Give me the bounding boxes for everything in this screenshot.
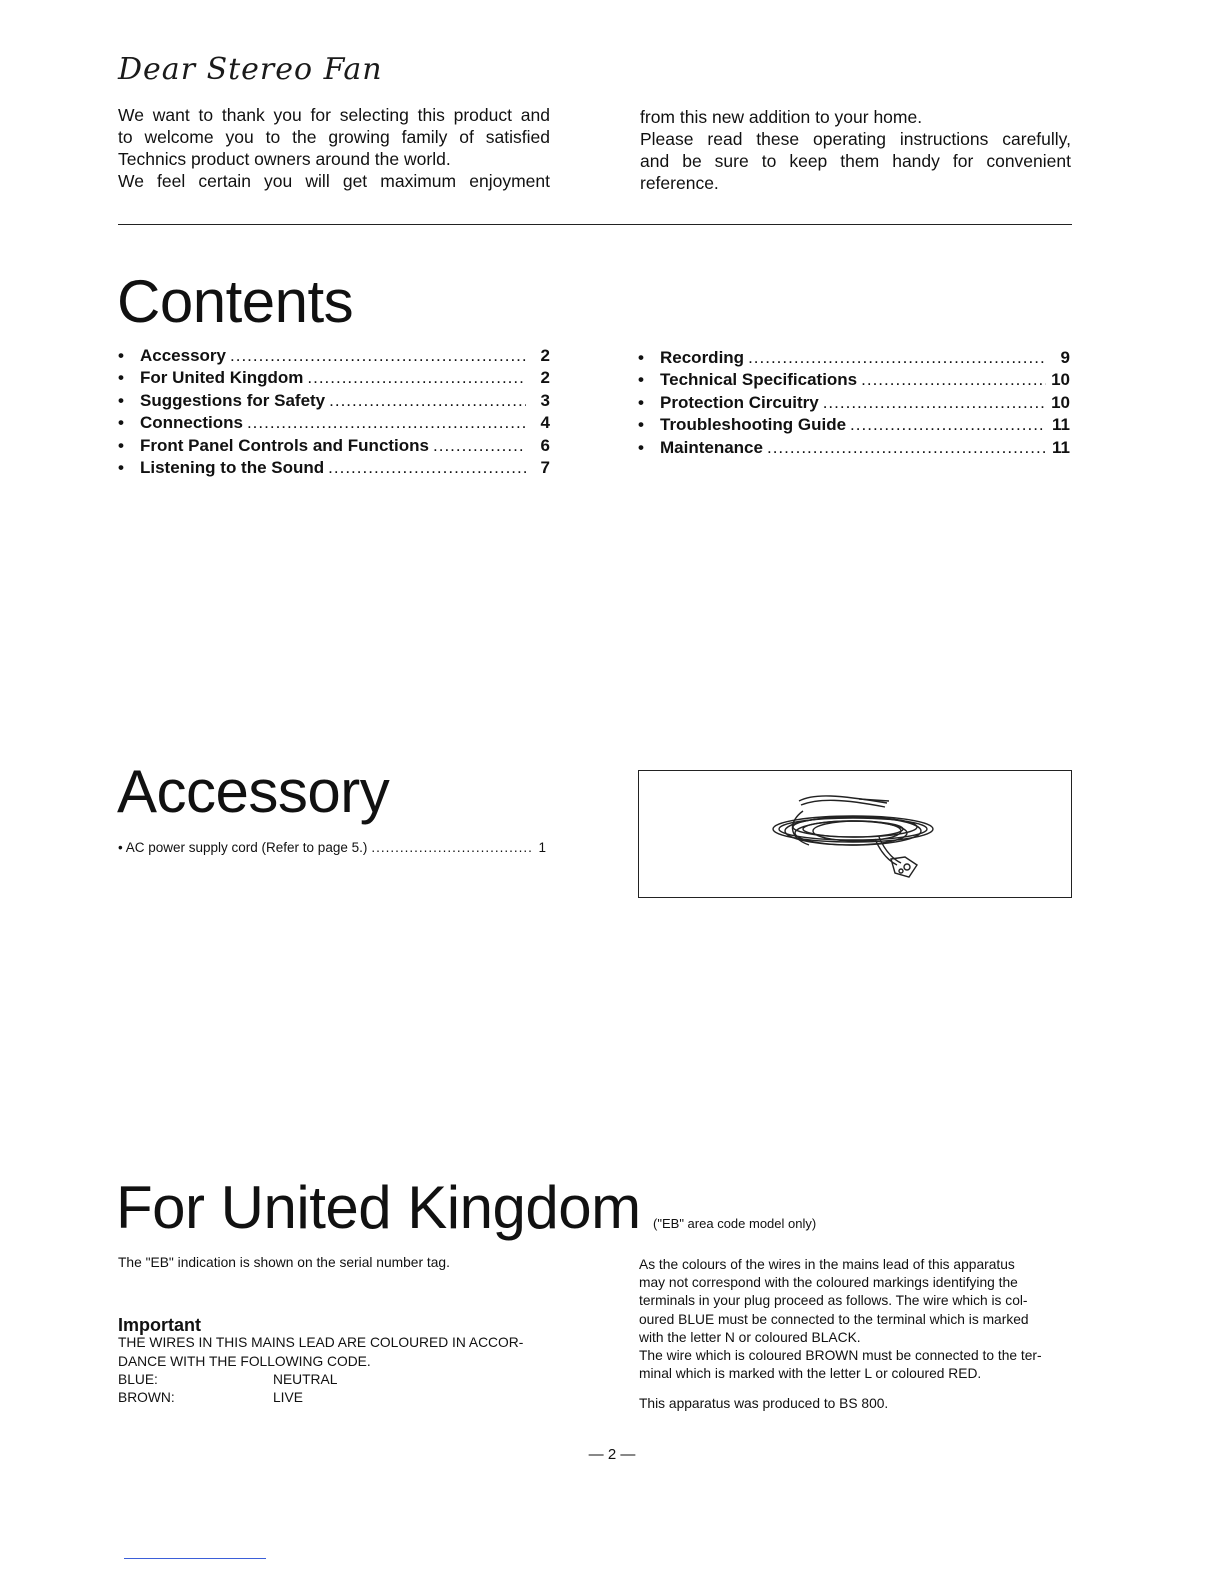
dot-leader (850, 415, 1046, 435)
bullet-icon: • (118, 413, 124, 433)
intro-line: Please read these operating instructions carefully, (640, 129, 1071, 149)
wire-meaning: LIVE (273, 1390, 303, 1406)
dot-leader (247, 413, 526, 433)
toc-left (118, 346, 550, 480)
section-divider (118, 224, 1072, 225)
toc-right (638, 348, 1070, 460)
wire-meaning: NEUTRAL (273, 1371, 338, 1387)
toc-page: 10 (1051, 370, 1070, 390)
wire-row-blue (118, 1371, 548, 1389)
eb-indication-text: The "EB" indication is shown on the serial number tag. (118, 1255, 450, 1270)
toc-label: Troubleshooting Guide (660, 415, 847, 435)
bullet-icon: • (638, 348, 644, 367)
uk-note: ("EB" area code model only) (653, 1216, 817, 1231)
toc-page: 11 (1052, 415, 1070, 435)
toc-item-recording[interactable] (638, 348, 1070, 370)
dot-leader (328, 458, 526, 478)
dot-leader (433, 436, 526, 456)
bullet-icon: • (118, 435, 124, 455)
page-number: — 2 — (588, 1446, 636, 1463)
toc-item-troubleshooting-guide[interactable] (638, 415, 1070, 437)
wire-row-brown (118, 1389, 548, 1407)
bullet-icon: • (638, 415, 644, 435)
wiring-line: oured BLUE must be connected to the terminal which is marked (639, 1311, 1029, 1327)
intro-line: We want to thank you for selecting this product and (118, 105, 550, 125)
dot-leader (371, 840, 534, 855)
bs-standard-text: This apparatus was produced to BS 800. (639, 1396, 889, 1412)
intro-right (640, 106, 1071, 194)
toc-label: Protection Circuitry (660, 392, 819, 412)
toc-item-maintenance[interactable] (638, 438, 1070, 460)
uk-title: For United Kingdom (116, 1174, 641, 1241)
dot-leader (861, 370, 1046, 390)
dot-leader (823, 393, 1046, 413)
power-cord-icon (639, 771, 1071, 897)
wiring-line: terminals in your plug proceed as follows. The wire which is col- (639, 1293, 1028, 1309)
toc-item-connections[interactable] (118, 413, 550, 435)
uk-left-column (118, 1254, 548, 1407)
accessory-title: Accessory (117, 758, 390, 825)
toc-item-technical-specifications[interactable] (638, 370, 1070, 392)
toc-page: 9 (1060, 348, 1070, 367)
intro-line: We feel certain you will get maximum enjoyment (118, 171, 550, 191)
toc-item-front-panel-controls[interactable] (118, 436, 550, 458)
bullet-icon: • (118, 346, 124, 365)
accessory-item-qty: 1 (538, 840, 546, 855)
bullet-icon: • (638, 437, 644, 457)
toc-label: Recording (660, 348, 745, 367)
toc-page: 11 (1052, 437, 1070, 457)
toc-item-for-united-kingdom[interactable] (118, 368, 550, 390)
toc-page: 10 (1051, 392, 1070, 412)
intro-line: to welcome you to the growing family of satisfied (118, 127, 550, 147)
intro-line: from this new addition to your home. (640, 107, 923, 127)
wire-colour: BROWN: (118, 1390, 175, 1406)
toc-page: 4 (540, 413, 550, 433)
toc-label: Listening to the Sound (140, 457, 325, 477)
important-line: DANCE WITH THE FOLLOWING CODE. (118, 1353, 371, 1369)
bullet-icon: • (638, 370, 644, 390)
toc-item-protection-circuitry[interactable] (638, 393, 1070, 415)
toc-label: Suggestions for Safety (140, 390, 326, 410)
greeting-heading: Dear Stereo Fan (118, 52, 383, 87)
toc-item-suggestions-for-safety[interactable] (118, 391, 550, 413)
toc-label: Connections (140, 413, 243, 433)
toc-page: 3 (540, 390, 550, 410)
intro-left (118, 104, 550, 192)
toc-page: 2 (540, 368, 550, 388)
wiring-line: with the letter N or coloured BLACK. (639, 1329, 861, 1345)
dot-leader (230, 346, 526, 366)
toc-page: 7 (540, 457, 550, 477)
toc-label: Technical Specifications (660, 370, 858, 390)
dot-leader (329, 391, 526, 411)
uk-heading (116, 1174, 817, 1241)
contents-title: Contents (117, 268, 354, 335)
scan-mark (124, 1558, 266, 1559)
dot-leader (748, 348, 1046, 368)
toc-page: 6 (540, 435, 550, 455)
intro-line: and be sure to keep them handy for convenient (640, 151, 1071, 171)
wire-colour: BLUE: (118, 1371, 158, 1387)
bullet-icon: • (118, 368, 124, 388)
accessory-item-label: • AC power supply cord (Refer to page 5.) (118, 840, 368, 855)
toc-label: For United Kingdom (140, 368, 304, 388)
uk-right-column (639, 1256, 1071, 1414)
toc-page: 2 (540, 346, 550, 365)
intro-line: reference. (640, 173, 719, 193)
wiring-line: minal which is marked with the letter L or coloured RED. (639, 1366, 982, 1382)
toc-item-accessory[interactable] (118, 346, 550, 368)
wiring-line: The wire which is coloured BROWN must be connected to the ter- (639, 1348, 1042, 1364)
important-heading: Important (118, 1315, 201, 1336)
dot-leader (767, 438, 1046, 458)
bullet-icon: • (118, 390, 124, 410)
accessory-item (118, 840, 546, 855)
important-line: THE WIRES IN THIS MAINS LEAD ARE COLOURED IN ACCOR- (118, 1335, 524, 1351)
wiring-line: As the colours of the wires in the mains lead of this apparatus (639, 1257, 1015, 1272)
bullet-icon: • (118, 457, 124, 477)
dot-leader (307, 368, 526, 388)
accessory-illustration-box (638, 770, 1072, 898)
toc-item-listening-to-the-sound[interactable] (118, 458, 550, 480)
bullet-icon: • (638, 392, 644, 412)
toc-label: Maintenance (660, 437, 763, 457)
toc-label: Front Panel Controls and Functions (140, 435, 429, 455)
intro-line: Technics product owners around the world. (118, 149, 451, 169)
toc-label: Accessory (140, 346, 227, 365)
wiring-line: may not correspond with the coloured markings identifying the (639, 1275, 1018, 1291)
